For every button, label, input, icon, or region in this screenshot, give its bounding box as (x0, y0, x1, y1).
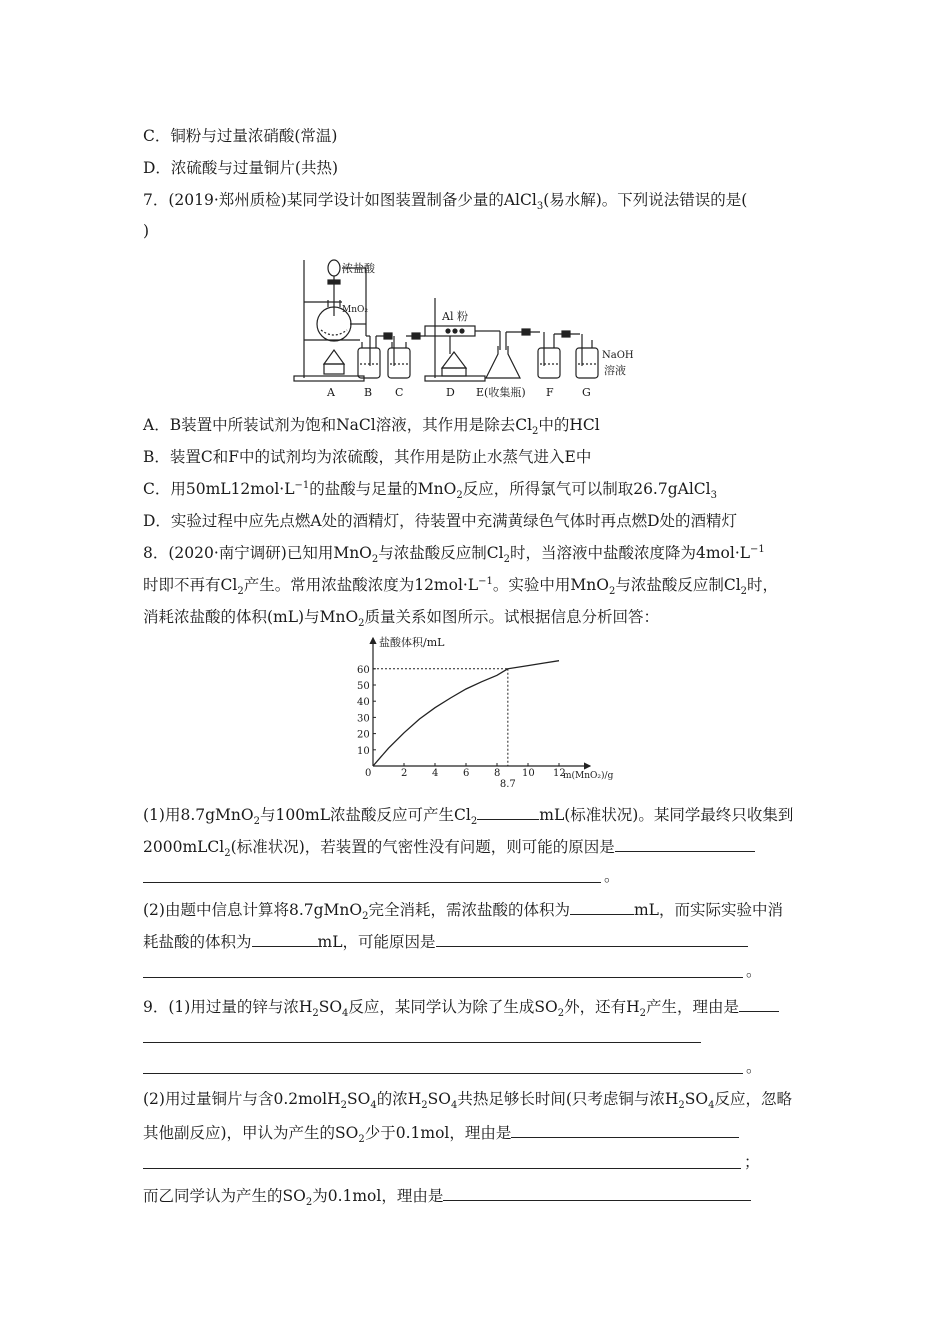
series-curve (373, 661, 559, 766)
answer-line-1[interactable] (143, 882, 601, 883)
q8-stem-2: 时即不再有$Cl_2$产生。常用浓盐酸浓度为$12mol\cdot L^{-1}$。实验中用MnO$_2$与浓盐酸反应制$Cl_2$时， (143, 575, 779, 598)
q8-part2-line2: 耗盐酸的体积为 mL，可能原因是 (143, 930, 748, 952)
period-3: 。 (746, 1058, 762, 1076)
label-naoh: NaOH (602, 350, 634, 361)
origin-label: 0 (365, 768, 372, 779)
q7-stem-close: ) (143, 222, 150, 240)
y-tick-40: 40 (357, 697, 370, 709)
answer-blank-1[interactable] (477, 803, 539, 820)
answer-blank-3[interactable] (570, 898, 634, 915)
answer-line-2[interactable] (143, 977, 743, 978)
x-axis-label: m(MnO₂)/g (563, 771, 614, 781)
y-tick-50: 50 (357, 681, 370, 692)
x-tick-4: 4 (432, 768, 439, 779)
label-solution: 溶液 (604, 364, 626, 377)
answer-blank-7[interactable] (511, 1121, 739, 1138)
q7-option-c: C．用$50mL12mol\cdot L^{-1}$的盐酸与足量的MnO$_2$反应，所得氯气可以制取26.7gAlCl$_3$ (143, 479, 717, 502)
answer-line-4[interactable] (143, 1073, 743, 1074)
option-c: C．铜粉与过量浓硝酸(常温) (143, 127, 338, 145)
answer-blank-6[interactable] (739, 995, 779, 1012)
answer-blank-8[interactable] (443, 1184, 751, 1201)
label-g: G (582, 386, 591, 399)
semicolon: ； (744, 1153, 760, 1171)
q9-part2-line1: (2)用过量铜片与含$0.2molH_2SO_4$的浓$H_2SO_4$共热足够长时间(只考虑铜与浓$H_2SO_4$反应，忽略 (143, 1090, 792, 1112)
y-axis-label: 盐酸体积/mL (379, 636, 445, 649)
q7-stem: 7．(2019·郑州质检)某同学设计如图装置制备少量的AlCl$_3$(易水解)。下列说法错误的是( (143, 191, 748, 213)
label-e: E(收集瓶) (476, 386, 526, 399)
answer-blank-4[interactable] (252, 930, 318, 947)
q8-stem-3: 消耗浓盐酸的体积(mL)与MnO$_2$质量关系如图所示。试根据信息分析回答： (143, 608, 660, 630)
q7-option-d: D．实验过程中应先点燃A处的酒精灯，待装置中充满黄绿色气体时再点燃D处的酒精灯 (143, 512, 738, 530)
label-b: B (364, 386, 373, 399)
x-tick-10: 10 (522, 768, 535, 779)
q9-part2-line3: 而乙同学认为产生的$SO_2$为0.1mol，理由是 (143, 1184, 751, 1206)
x-tick-8: 8 (494, 768, 501, 779)
answer-blank-5[interactable] (436, 930, 748, 947)
q7-option-b: B．装置C和F中的试剂均为浓硫酸，其作用是防止水蒸气进入E中 (143, 448, 592, 466)
q8-part2-line1: (2)由题中信息计算将8.7gMnO$_2$完全消耗，需浓盐酸的体积为 mL，而实际实验中消 (143, 898, 783, 920)
y-tick-30: 30 (357, 713, 370, 725)
x-tick-2: 2 (401, 768, 408, 779)
y-tick-20: 20 (357, 729, 370, 741)
y-tick-60: 60 (357, 664, 370, 676)
y-tick-10: 10 (357, 745, 370, 757)
option-d: D．浓硫酸与过量铜片(共热) (143, 159, 339, 177)
answer-blank-2[interactable] (615, 835, 755, 852)
label-al: Al 粉 (442, 310, 468, 323)
q7-option-a: A．B装置中所装试剂为饱和NaCl溶液，其作用是除去$Cl_2$中的HCl (143, 416, 600, 438)
q8-stem-1: 8．(2020·南宁调研)已知用MnO$_2$与浓盐酸反应制$Cl_2$时，当溶液中盐酸浓度降为$4mol\cdot L^{-1}$ (143, 543, 765, 566)
answer-line-3[interactable] (143, 1042, 701, 1043)
x-tick-12: 12 (553, 768, 566, 779)
x-tick-6: 6 (463, 768, 470, 779)
q8-part1-line1: (1)用8.7gMnO$_2$与100mL浓盐酸反应可产生$Cl_2$ mL(标准状况)。某同学最终只收集到 (143, 803, 793, 825)
label-f: F (546, 386, 554, 399)
q9-part2-line2: 其他副反应)，甲认为产生的$SO_2$少于0.1mol，理由是 (143, 1121, 739, 1143)
label-hcl: 浓盐酸 (342, 262, 375, 275)
period-2: 。 (746, 962, 762, 980)
x-ref-label: 8.7 (499, 779, 516, 790)
label-a: A (327, 386, 335, 399)
label-d: D (446, 386, 455, 399)
label-mno2: MnO₂ (342, 305, 368, 315)
volume-mass-chart (335, 632, 635, 792)
apparatus-figure (290, 254, 650, 404)
answer-line-5[interactable] (143, 1168, 741, 1169)
q8-part1-line2: 2000mLCl$_2$(标准状况)，若装置的气密性没有问题，则可能的原因是 (143, 835, 755, 857)
label-c: C (395, 386, 404, 399)
q9-part1-line1: 9．(1)用过量的锌与浓$H_2SO_4$反应，某同学认为除了生成$SO_2$外，还有$H_2$产生，理由是 (143, 995, 779, 1017)
period-1: 。 (604, 867, 620, 885)
